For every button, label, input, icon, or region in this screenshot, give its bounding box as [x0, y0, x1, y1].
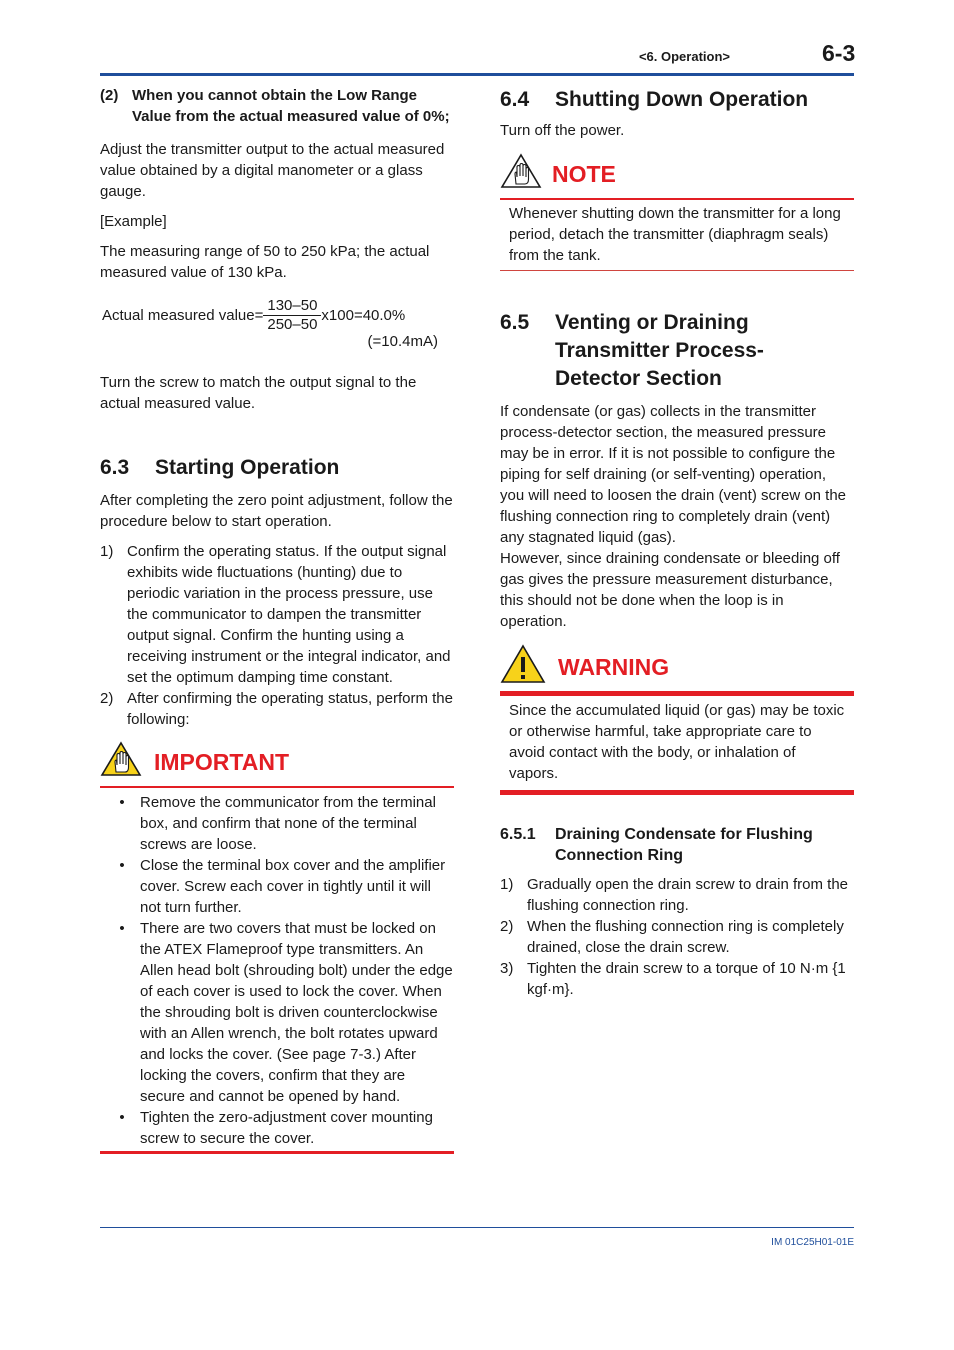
left-column — [100, 86, 454, 1154]
paragraph: However, since draining condensate or bleeding off gas gives the pressure measurement disturbance, this should not be done when the loop is in operation. — [500, 550, 840, 630]
section-number: 6.5.1 — [500, 826, 536, 843]
paragraph: After completing the zero point adjustment, follow the procedure below to start operation. — [100, 492, 453, 530]
bullet-text: There are two covers that must be locked on the ATEX Flameproof type transmitters. An Allen head bolt (shrouding bolt) under the edge of each cover is used to lock the cover. When the shrouding bolt is driven counterclockwise with an Allen wrench, the bolt rotates upward and locks the cover. (See page 7-3.) After locking the covers, confirm that they are secure and cannot be opened by hand. — [140, 920, 453, 1105]
running-header-section: <6. Operation> — [638, 49, 730, 64]
section-title: Draining Condensate for Flushing Connection Ring — [555, 826, 813, 864]
paragraph: The measuring range of 50 to 250 kPa; the actual measured value of 130 kPa. — [100, 243, 430, 281]
formula-numerator: 130–50 — [263, 297, 321, 316]
section-6-4-heading — [500, 86, 854, 114]
paragraph: Adjust the transmitter output to the actual measured value obtained by a digital manometer or a glass gauge. — [100, 141, 445, 200]
step-number: 1) — [100, 543, 114, 560]
list-item — [500, 874, 854, 916]
start-steps-list — [100, 541, 454, 730]
section-title: Venting or Draining Transmitter Process-Detector Section — [555, 311, 764, 390]
right-column — [500, 86, 854, 1010]
list-item — [100, 1107, 454, 1149]
section-number: 6.4 — [500, 88, 530, 111]
section-number: 6.3 — [100, 456, 130, 479]
list-item — [100, 918, 454, 1107]
formula-label: Actual measured value= — [102, 306, 264, 324]
section-number: 6.5 — [500, 311, 530, 334]
formula-note: (=10.4mA) — [367, 333, 438, 350]
important-bottom-rule — [100, 1151, 454, 1154]
note-text: Whenever shutting down the transmitter for a long period, detach the transmitter (diaphragm seals) from the tank. — [509, 205, 841, 264]
step-text: Gradually open the drain screw to drain from the flushing connection ring. — [527, 876, 848, 914]
warning-text: Since the accumulated liquid (or gas) may be toxic or otherwise harmful, take appropriate care to avoid contact with the body, or inhalation of vapors. — [509, 702, 845, 782]
bullet-icon: • — [119, 857, 125, 874]
important-callout — [100, 740, 454, 1154]
important-bullets — [100, 788, 454, 1151]
list-item — [100, 855, 454, 918]
step-number: 1) — [500, 876, 514, 893]
draining-steps-list — [500, 874, 854, 1000]
section-title: Shutting Down Operation — [555, 88, 809, 111]
note-title: NOTE — [552, 160, 616, 187]
subsection-2-heading — [100, 86, 454, 127]
warning-title: WARNING — [558, 653, 670, 680]
footer-rule — [100, 1227, 854, 1228]
paragraph: Turn off the power. — [500, 122, 625, 139]
note-bottom-rule — [500, 270, 854, 271]
page-number: 6-3 — [822, 40, 856, 66]
paragraph: Turn the screw to match the output signal to the actual measured value. — [100, 374, 417, 412]
list-item — [500, 958, 854, 1000]
note-header — [500, 153, 854, 195]
note-callout — [500, 153, 854, 271]
important-header — [100, 740, 454, 784]
step-number: 2) — [100, 690, 114, 707]
step-number: 2) — [500, 918, 514, 935]
important-title: IMPORTANT — [154, 748, 290, 775]
list-item — [100, 688, 454, 730]
step-text: When the flushing connection ring is completely drained, close the drain screw. — [527, 918, 844, 956]
warning-bottom-rule — [500, 790, 854, 795]
bullet-icon: • — [119, 920, 125, 937]
subsection-number: (2) — [100, 87, 119, 104]
warning-triangle-icon — [500, 644, 546, 690]
list-item — [500, 916, 854, 958]
formula-result: x100=40.0% — [321, 306, 406, 324]
document-id: IM 01C25H01-01E — [771, 1237, 854, 1248]
paragraph: If condensate (or gas) collects in the transmitter process-detector section, the measured pressure may be in error. If it is not possible to configure the piping for self draining (or self-venting) operation, you will need to loosen the drain (vent) screw on the flushing connection ring to completely drain (vent) any stagnated liquid (gas). — [500, 403, 847, 546]
warning-callout — [500, 644, 854, 795]
list-item — [100, 792, 454, 855]
step-number: 3) — [500, 960, 514, 977]
bullet-text: Tighten the zero-adjustment cover mounting screw to secure the cover. — [140, 1109, 433, 1147]
header-rule — [100, 73, 854, 76]
example-formula — [100, 297, 454, 333]
section-6-3-heading — [100, 454, 454, 482]
paragraph: [Example] — [100, 213, 167, 230]
bullet-text: Close the terminal box cover and the amplifier cover. Screw each cover in tightly until it will not turn further. — [140, 857, 446, 916]
list-item — [100, 541, 454, 688]
caution-hand-icon — [100, 741, 142, 783]
step-text: Tighten the drain screw to a torque of 10 N·m {1 kgf·m}. — [527, 960, 846, 998]
step-text: After confirming the operating status, perform the following: — [127, 690, 453, 728]
caution-hand-icon — [500, 153, 542, 195]
section-title: Starting Operation — [155, 456, 340, 479]
section-6-5-1-heading — [500, 824, 854, 866]
bullet-icon: • — [119, 1109, 125, 1126]
formula-fraction — [263, 297, 321, 334]
section-6-5-heading — [500, 309, 854, 393]
subsection-text: When you cannot obtain the Low Range Value from the actual measured value of 0%; — [132, 87, 450, 125]
bullet-icon: • — [119, 794, 125, 811]
bullet-text: Remove the communicator from the terminal box, and confirm that none of the terminal screws are loose. — [140, 794, 436, 853]
step-text: Confirm the operating status. If the output signal exhibits wide fluctuations (hunting) due to periodic variation in the process pressure, use the communicator to dampen the transmitter output signal. Confirm the hunting using a receiving instrument or the integral indicator, and set the optimum damping time constant. — [127, 543, 451, 686]
formula-denominator: 250–50 — [267, 315, 318, 333]
warning-header — [500, 644, 854, 690]
